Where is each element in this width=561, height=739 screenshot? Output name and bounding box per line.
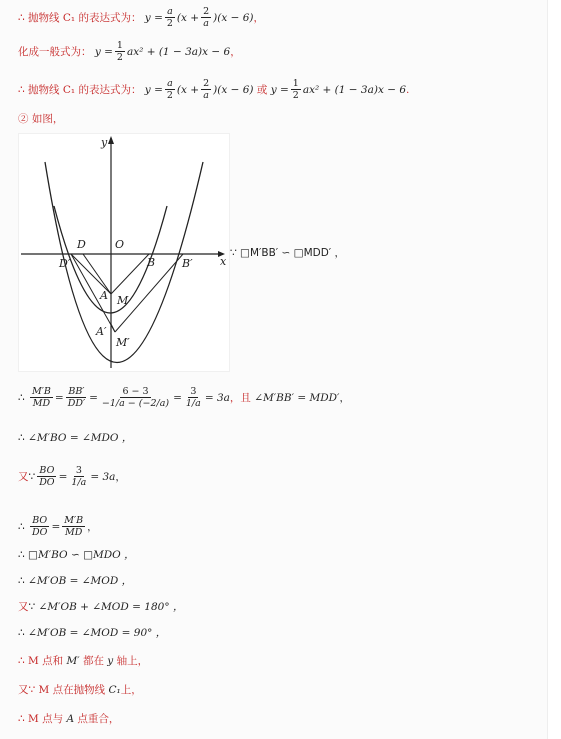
segment-d-prime-m-prime (71, 254, 115, 332)
fraction: $\frac{2}{a}$ (203, 78, 210, 101)
parabola-conclusion-line: 又 ∵ M 点在抛物线 C₁ 上， (18, 684, 142, 696)
label-d: D (77, 238, 86, 251)
label-b-prime: B′ (182, 257, 193, 270)
label-x: x (220, 255, 227, 268)
label-a-prime: A′ (96, 325, 107, 338)
ratio-line: ∴ $\frac{M'B}{MD}$ = $\frac{BB'}{DD'}$ = $\frac{6 - 3}{-1/a - (-2/a)}$ = $\frac{3}{1/a}$ = 3a ，且 ∠M′BB′ = MDD′ ， (18, 386, 350, 409)
angle-sum-line: 又 ∵ ∠M′OB + ∠MOD = 180° ， (18, 601, 184, 613)
ratio-line-2: 又 ∵ $\frac{BO}{DO}$ = $\frac{3}{1/a}$ = 3a ， (18, 465, 126, 488)
fraction: $\frac{M'B}{MD}$ (32, 386, 51, 409)
fraction: $\frac{6 - 3}{-1/a - (-2/a)}$ (101, 386, 170, 409)
y-axis-conclusion-line: ∴ M 点和 M′ 都在 y 轴上， (18, 655, 149, 667)
label-m-prime: M′ (116, 336, 130, 349)
label-d-prime: D′ (59, 257, 71, 270)
similarity-line-1: ∵ □M′BB′ ∽ □MDD′ ， (230, 247, 346, 259)
fraction: $\frac{1}{2}$ (292, 78, 299, 101)
label-y: y (101, 136, 108, 149)
segment-d-prime-m (71, 254, 111, 294)
expression-line-2: 化成一般式为： y = $\frac{1}{2}$ ax² + (1 − 3a)x − 6 ， (18, 40, 241, 63)
y-axis-arrow (108, 136, 114, 144)
label-b: B (147, 256, 156, 269)
line-text: 抛物线 C₁ 的表达式为： (28, 11, 142, 24)
fraction: $\frac{M'B}{MD}$ (64, 515, 84, 538)
angle-line-1: ∴ ∠M′BO = ∠MDO ， (18, 432, 133, 444)
fraction: $\frac{a}{2}$ (166, 6, 173, 29)
line-text: 抛物线 C₁ 的表达式为： (28, 83, 142, 96)
final-conclusion-line: ∴ M 点与 A 点重合， (18, 713, 120, 725)
fraction: $\frac{3}{1/a}$ (71, 465, 87, 488)
right-angle-line: ∴ ∠M′OB = ∠MOD = 90° ， (18, 627, 167, 639)
similarity-line-2: ∴ □M′BO ∽ □MDO ， (18, 549, 135, 561)
expression-line-3: ∴ 抛物线 C₁ 的表达式为： y = $\frac{a}{2}$ (x + $\frac{2}{a}$ )(x − 6) 或 y = $\frac{1}{2}$ ax² + (1 − 3a)x − 6 . (18, 78, 410, 101)
parabola-diagram (19, 134, 229, 371)
label-m: M (117, 294, 129, 307)
line-text: 化成一般式为： (18, 45, 92, 58)
segment-d-m (83, 254, 111, 294)
parabola-figure (18, 133, 230, 372)
segment-m-b (111, 254, 149, 294)
figure-intro-line: ② 如图， (18, 113, 64, 125)
angle-line-2: ∴ ∠M′OB = ∠MOD ， (18, 575, 133, 587)
label-a: A (100, 289, 108, 302)
fraction: $\frac{a}{2}$ (166, 78, 173, 101)
label-o: O (115, 238, 125, 251)
therefore-symbol: ∴ (18, 83, 25, 96)
fraction: $\frac{2}{a}$ (203, 6, 210, 29)
fraction: $\frac{BO}{DO}$ (39, 465, 55, 488)
ratio-line-3: ∴ $\frac{BO}{DO}$ = $\frac{M'B}{MD}$ ， (18, 515, 98, 538)
fraction: $\frac{BB'}{DD'}$ (67, 386, 86, 409)
therefore-symbol: ∴ (18, 11, 25, 24)
fraction: $\frac{1}{2}$ (116, 40, 123, 63)
fraction: $\frac{3}{1/a}$ (185, 386, 201, 409)
expression-line-1: ∴ 抛物线 C₁ 的表达式为： y = $\frac{a}{2}$ (x + $\frac{2}{a}$ )(x − 6) ， (18, 6, 264, 29)
fraction: $\frac{BO}{DO}$ (32, 515, 48, 538)
